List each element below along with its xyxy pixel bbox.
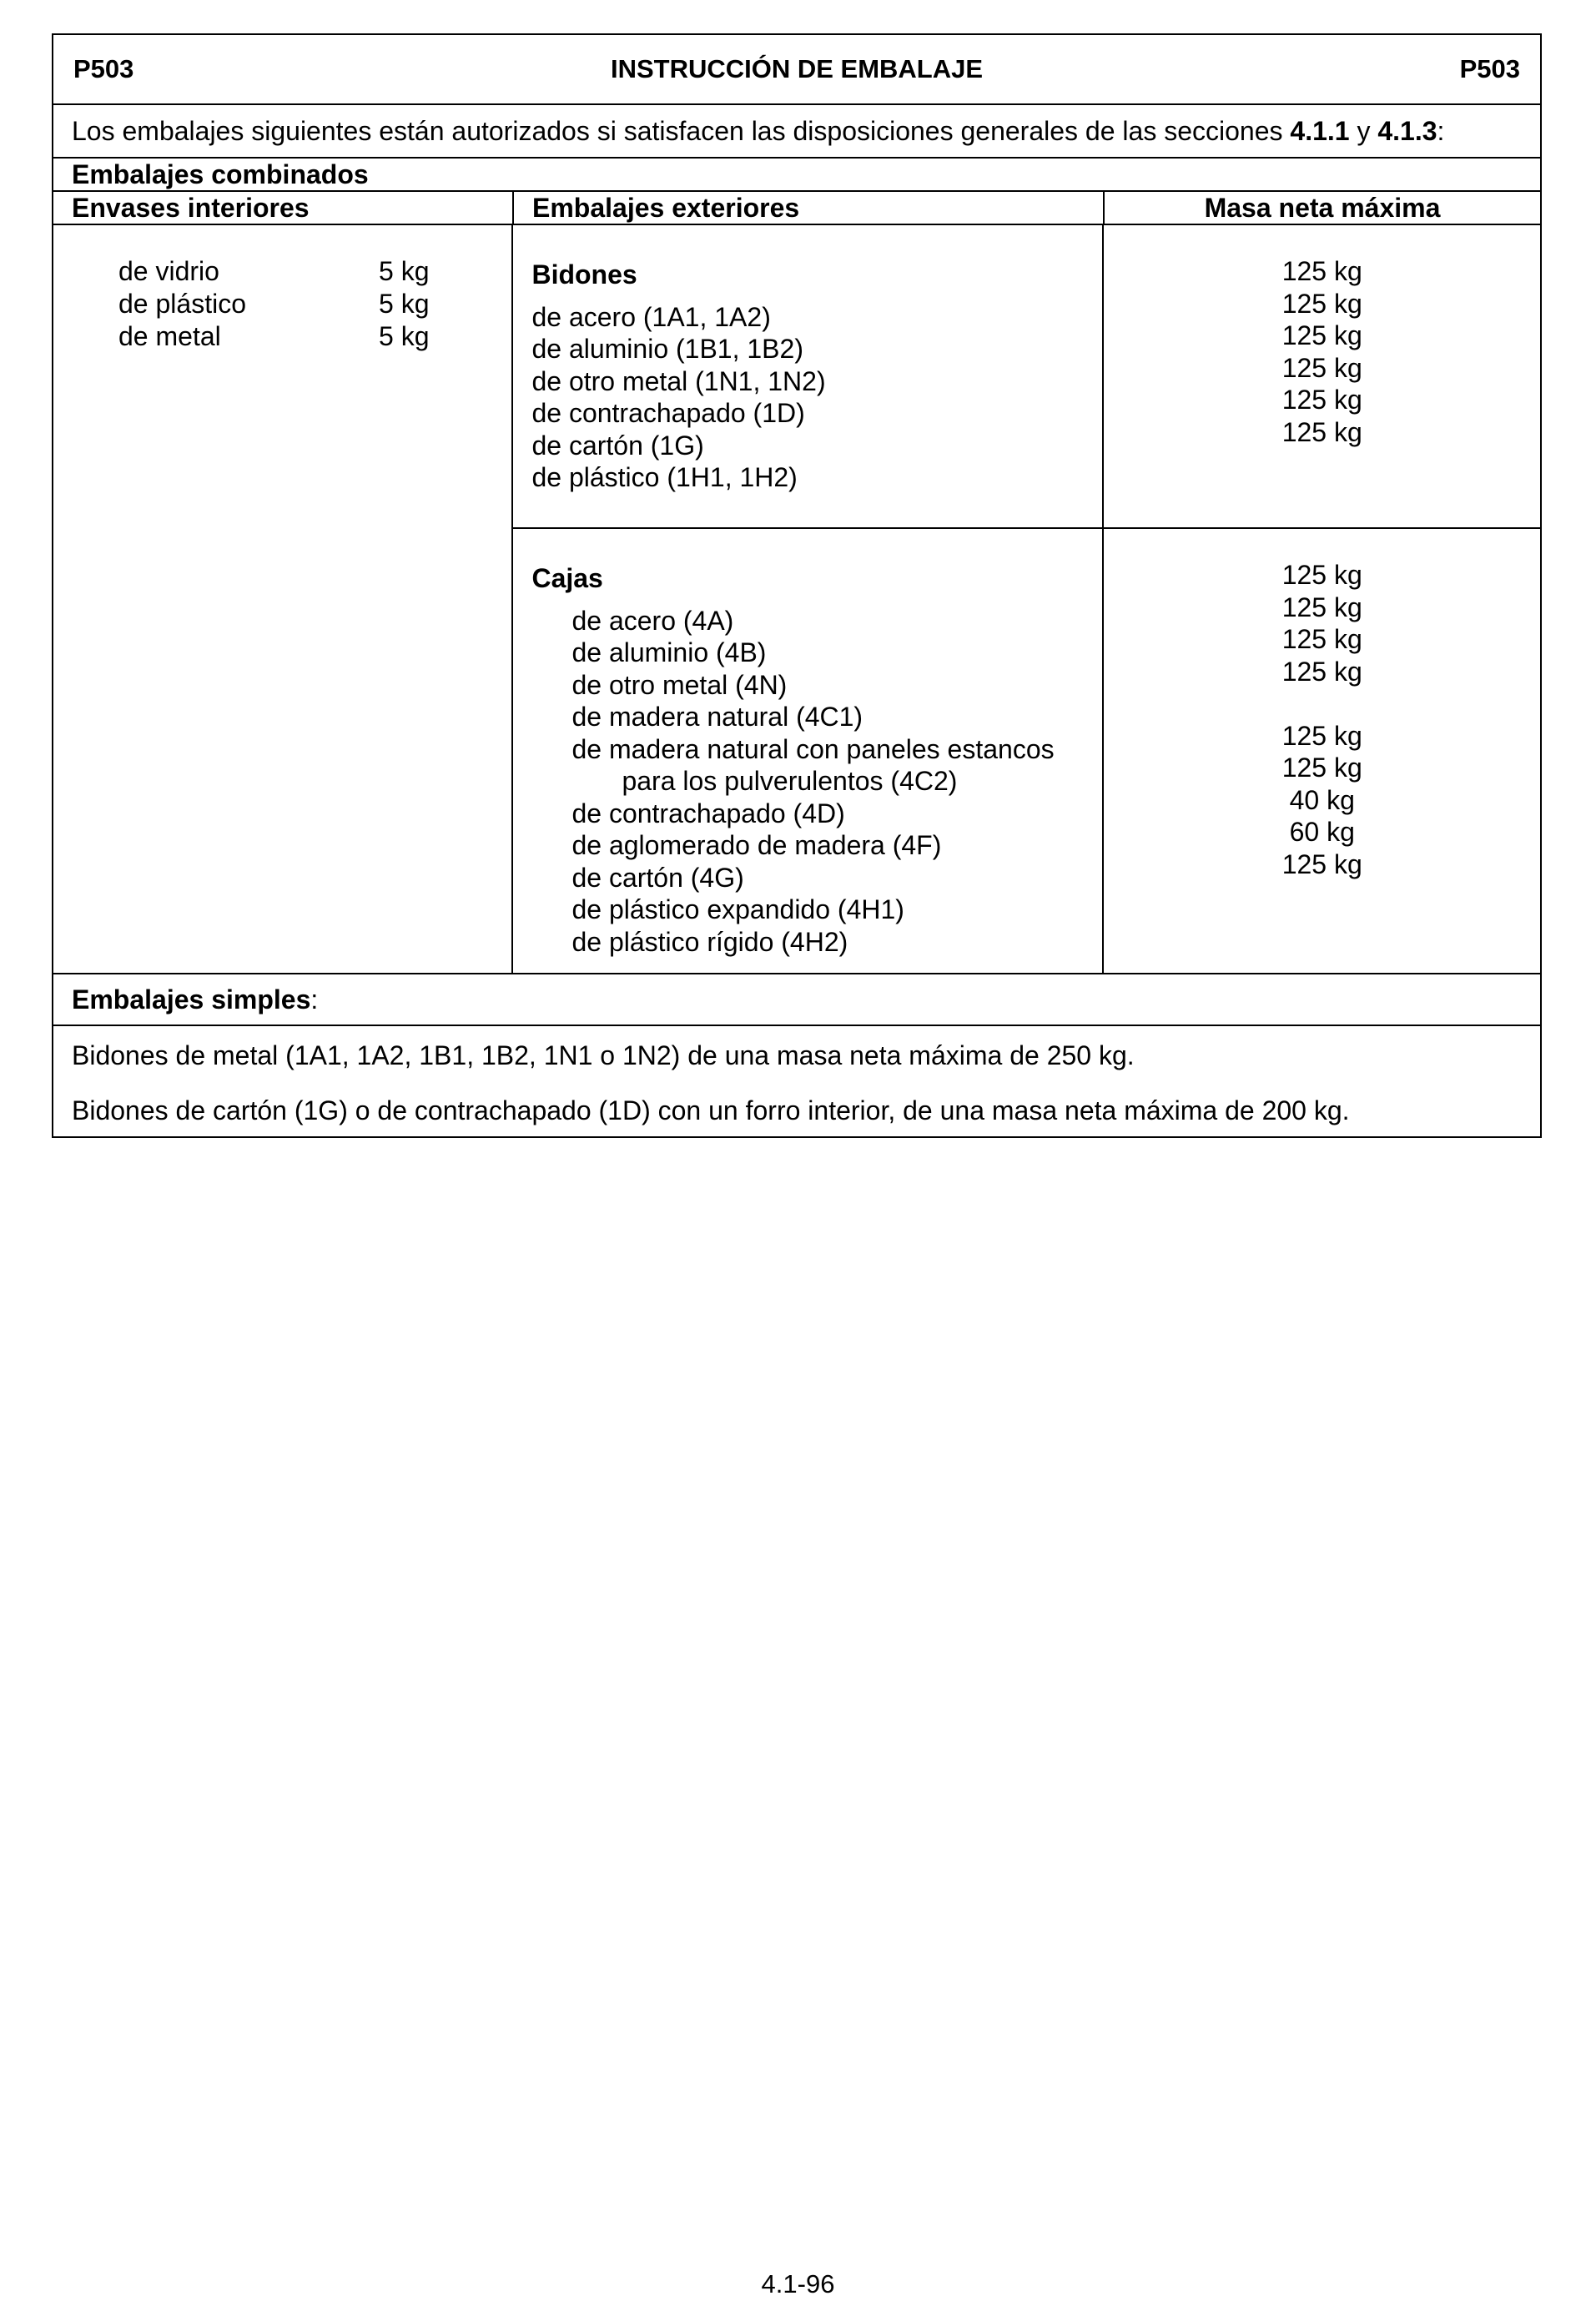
code-right: P503 bbox=[1459, 54, 1520, 83]
table-title: INSTRUCCIÓN DE EMBALAJE bbox=[610, 54, 984, 83]
list-item: de cartón (1G) bbox=[531, 430, 704, 461]
boxes-title: Cajas bbox=[531, 563, 603, 593]
mass-value: 125 kg bbox=[1281, 624, 1362, 654]
drums-title: Bidones bbox=[531, 259, 637, 290]
drums-section bbox=[513, 225, 1540, 529]
mass-value: 125 kg bbox=[1281, 720, 1362, 751]
intro-conj: y bbox=[1349, 115, 1378, 146]
intro-ref-1: 4.1.1 bbox=[1290, 115, 1350, 146]
list-item: de plástico expandido (4H1) bbox=[571, 894, 904, 924]
intro-paragraph bbox=[53, 105, 1540, 159]
intro-ref-2: 4.1.3 bbox=[1377, 115, 1437, 146]
inner-mass: 5 kg bbox=[379, 256, 430, 286]
outer-packagings-column bbox=[513, 225, 1540, 973]
mass-value: 125 kg bbox=[1281, 592, 1362, 622]
list-item: de cartón (4G) bbox=[571, 862, 744, 893]
inner-packagings-cell bbox=[53, 225, 513, 973]
single-packagings-body bbox=[53, 1026, 1540, 1136]
inner-name: de metal bbox=[118, 321, 221, 351]
inner-name: de plástico bbox=[118, 289, 246, 319]
single-packagings-colon: : bbox=[310, 984, 319, 1015]
column-headers bbox=[53, 192, 1540, 225]
table-header bbox=[53, 35, 1540, 105]
mass-value: 125 kg bbox=[1281, 848, 1362, 879]
list-item: de madera natural con paneles estancos bbox=[571, 733, 1055, 764]
list-item: de aglomerado de madera (4F) bbox=[571, 830, 942, 860]
col-inner-header: Envases interiores bbox=[53, 192, 514, 224]
mass-value: 125 kg bbox=[1281, 560, 1362, 590]
inner-row bbox=[118, 255, 511, 288]
list-item: de contrachapado (1D) bbox=[531, 398, 805, 428]
page-number: 4.1-96 bbox=[761, 2269, 835, 2298]
mass-value: 125 kg bbox=[1281, 416, 1362, 447]
inner-mass: 5 kg bbox=[379, 321, 430, 351]
list-item: de aluminio (4B) bbox=[571, 637, 767, 667]
drums-list bbox=[513, 225, 1104, 527]
code-left: P503 bbox=[73, 54, 134, 83]
inner-row bbox=[118, 320, 511, 353]
list-item: de otro metal (1N1, 1N2) bbox=[531, 365, 826, 396]
mass-gap bbox=[1104, 687, 1540, 720]
list-item: de madera natural (4C1) bbox=[571, 702, 863, 732]
mass-value: 125 kg bbox=[1281, 656, 1362, 687]
boxes-list bbox=[513, 529, 1104, 973]
list-item: de plástico rígido (4H2) bbox=[571, 926, 848, 957]
mass-value: 125 kg bbox=[1281, 256, 1362, 286]
boxes-section bbox=[513, 529, 1540, 973]
list-item: de plástico (1H1, 1H2) bbox=[531, 462, 798, 492]
intro-end: : bbox=[1437, 115, 1445, 146]
mass-value: 125 kg bbox=[1281, 320, 1362, 350]
inner-mass: 5 kg bbox=[379, 289, 430, 319]
packing-instruction-table bbox=[52, 33, 1542, 1138]
col-outer-header: Embalajes exteriores bbox=[514, 192, 1105, 224]
intro-text: Los embalajes siguientes están autorizados si satisfacen las disposiciones generales de las secciones bbox=[72, 115, 1291, 146]
combined-body bbox=[53, 225, 1540, 974]
mass-value: 125 kg bbox=[1281, 352, 1362, 383]
mass-value: 40 kg bbox=[1289, 784, 1355, 815]
combined-packagings-heading: Embalajes combinados bbox=[53, 159, 1540, 192]
boxes-masses bbox=[1104, 529, 1540, 973]
list-item: de acero (4A) bbox=[571, 605, 734, 636]
single-packagings-heading bbox=[53, 974, 1540, 1026]
mass-value: 125 kg bbox=[1281, 288, 1362, 319]
drums-masses bbox=[1104, 225, 1540, 527]
inner-name: de vidrio bbox=[118, 256, 219, 286]
list-item: de acero (1A1, 1A2) bbox=[531, 301, 771, 332]
list-item: para los pulverulentos (4C2) bbox=[622, 766, 958, 796]
inner-row bbox=[118, 288, 511, 320]
single-packaging-line: Bidones de metal (1A1, 1A2, 1B1, 1B2, 1N1 o 1N2) de una masa neta máxima de 250 kg. bbox=[72, 1040, 1135, 1070]
mass-value: 60 kg bbox=[1289, 817, 1355, 847]
single-packaging-line: Bidones de cartón (1G) o de contrachapado (1D) con un forro interior, de una masa neta máxima de 200 kg. bbox=[72, 1095, 1350, 1125]
single-packagings-label: Embalajes simples bbox=[72, 984, 311, 1015]
mass-value: 125 kg bbox=[1281, 385, 1362, 415]
col-mass-header: Masa neta máxima bbox=[1204, 192, 1441, 223]
mass-value: 125 kg bbox=[1281, 753, 1362, 783]
list-item: de aluminio (1B1, 1B2) bbox=[531, 334, 803, 364]
list-item: de contrachapado (4D) bbox=[571, 798, 845, 828]
list-item: de otro metal (4N) bbox=[571, 669, 788, 700]
